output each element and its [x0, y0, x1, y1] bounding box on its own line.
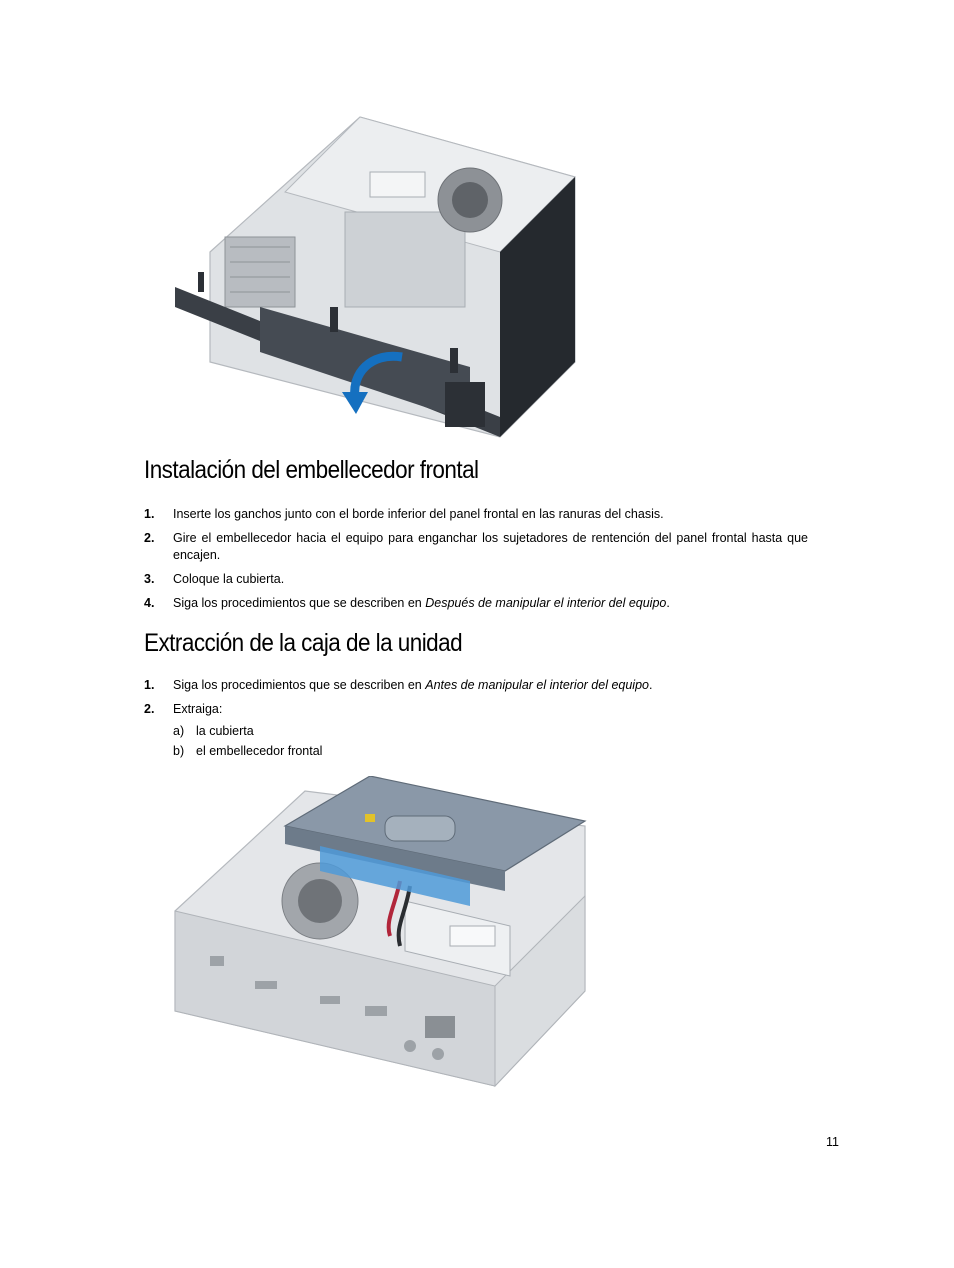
drive-cage-illustration: [170, 776, 590, 1094]
sub-list: [173, 723, 808, 760]
sub-item-text: el embellecedor frontal: [196, 744, 323, 758]
list-item: [144, 595, 808, 612]
step-number: 3.: [144, 572, 155, 586]
list-item: [144, 506, 808, 523]
sub-list-item: [173, 743, 808, 760]
step-text-tail: .: [648, 678, 653, 692]
step-number: 1.: [144, 678, 155, 692]
list-item: [144, 701, 808, 760]
steps-drive-cage-removal: [144, 677, 808, 767]
step-text: [173, 595, 808, 612]
figure-drive-cage-removal: [170, 776, 590, 1094]
step-text-lead: Siga los procedimientos que se describen en: [173, 596, 426, 610]
step-text-tail: .: [666, 596, 670, 610]
section-title-drive-cage-removal: Extracción de la caja de la unidad: [144, 629, 463, 657]
list-item: [144, 677, 808, 694]
list-item: [144, 530, 808, 564]
step-number: 2.: [144, 702, 155, 716]
step-text: Coloque la cubierta.: [173, 572, 285, 586]
step-text: Gire el embellecedor hacia el equipo para enganchar los sujetadores de rentención del panel frontal hasta que encajen.: [173, 531, 808, 562]
step-text-lead: Siga los procedimientos que se describen en: [173, 678, 426, 692]
step-text: Extraiga:: [173, 702, 223, 716]
list-item: [144, 571, 808, 588]
cross-reference-link[interactable]: Después de manipular el interior del equipo: [425, 596, 667, 610]
sub-item-letter: a): [173, 724, 185, 738]
bezel-install-illustration: [170, 112, 590, 442]
step-text: Inserte los ganchos junto con el borde inferior del panel frontal en las ranuras del chasis.: [173, 507, 664, 521]
step-number: 1.: [144, 507, 155, 521]
sub-item-letter: b): [173, 744, 185, 758]
steps-bezel-install: [144, 506, 808, 619]
step-number: 2.: [144, 531, 155, 545]
figure-bezel-install: [170, 112, 590, 442]
cross-reference-link[interactable]: Antes de manipular el interior del equipo: [425, 678, 649, 692]
sub-item-text: la cubierta: [196, 724, 254, 738]
page-number: 11: [826, 1135, 839, 1149]
step-text: [173, 677, 808, 694]
section-title-bezel-install: Instalación del embellecedor frontal: [144, 456, 479, 484]
sub-list-item: [173, 723, 808, 740]
step-number: 4.: [144, 596, 155, 610]
